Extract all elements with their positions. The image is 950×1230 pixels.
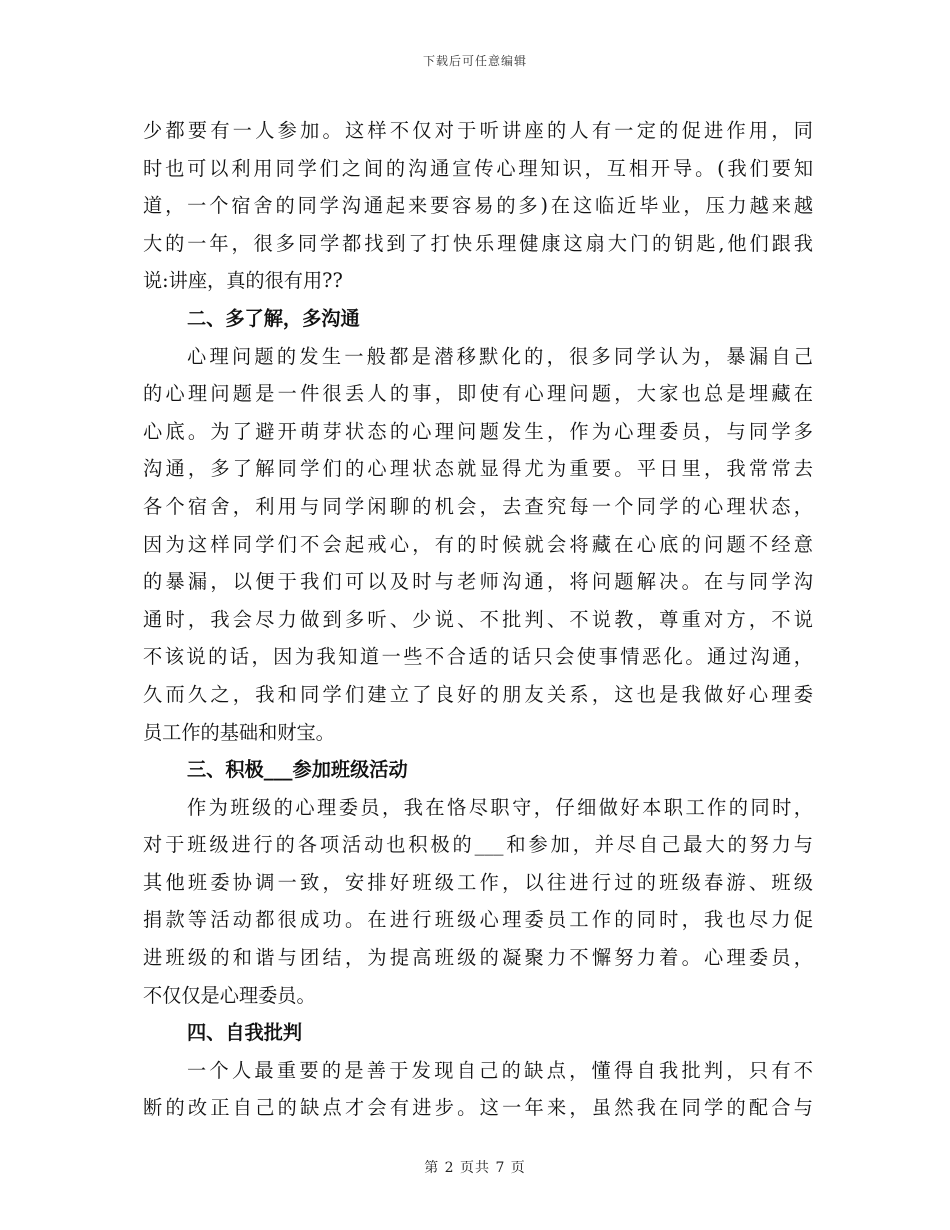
paragraph-line: 进班级的和谐与团结，为提高班级的凝聚力不懈努力着。心理委员，: [143, 946, 813, 970]
paragraph-line: 因为这样同学们不会起戒心，有的时候就会将藏在心底的问题不经意: [143, 532, 813, 556]
page-header: 下载后可任意编辑: [422, 54, 527, 68]
section-heading: 三、积极___参加班级活动: [187, 758, 408, 782]
document-body: [143, 112, 813, 1127]
paragraph-line: 心理问题的发生一般都是潜移默化的，很多同学认为，暴漏自己: [187, 344, 813, 368]
paragraph-line: 各个宿舍，利用与同学闲聊的机会，去查究每一个同学的心理状态，: [143, 494, 813, 518]
paragraph-line: 道，一个宿舍的同学沟通起来要容易的多)在这临近毕业，压力越来越: [143, 194, 813, 218]
paragraph-line: 心底。为了避开萌芽状态的心理问题发生，作为心理委员，与同学多: [143, 419, 813, 443]
section-heading: 二、多了解，多沟通: [187, 306, 360, 330]
paragraph-line: 久而久之，我和同学们建立了良好的朋友关系，这也是我做好心理委: [143, 682, 813, 706]
page-footer: 第 2 页共 7 页: [424, 1160, 526, 1176]
paragraph-line: 一个人最重要的是善于发现自己的缺点，懂得自我批判，只有不: [187, 1058, 813, 1082]
paragraph-line: 少都要有一人参加。这样不仅对于听讲座的人有一定的促进作用，同: [143, 119, 813, 142]
paragraph-line: 不仅仅是心理委员。: [143, 983, 316, 1007]
paragraph-line: 员工作的基础和财宝。: [143, 720, 335, 744]
paragraph-line: 沟通，多了解同学们的心理状态就显得尤为重要。平日里，我常常去: [143, 457, 813, 481]
section-heading: 四、自我批判: [187, 1021, 303, 1045]
paragraph-line: 断的改正自己的缺点才会有进步。这一年来，虽然我在同学的配合与: [143, 1096, 813, 1120]
paragraph-line: 作为班级的心理委员，我在恪尽职守，仔细做好本职工作的同时，: [187, 795, 813, 819]
paragraph-line: 大的一年，很多同学都找到了打快乐理健康这扇大门的钥匙,他们跟我: [143, 231, 813, 255]
paragraph-line: 捐款等活动都很成功。在进行班级心理委员工作的同时，我也尽力促: [143, 908, 813, 932]
paragraph-line: 通时，我会尽力做到多听、少说、不批判、不说教，尊重对方，不说: [143, 607, 813, 631]
paragraph-line: 的心理问题是一件很丢人的事，即使有心理问题，大家也总是埋藏在: [143, 382, 813, 406]
paragraph-line: 对于班级进行的各项活动也积极的___和参加，并尽自己最大的努力与: [143, 833, 813, 857]
paragraph-line: 时也可以利用同学们之间的沟通宣传心理知识，互相开导。(我们要知: [143, 156, 813, 180]
paragraph-line: 说:讲座，真的很有用??: [143, 269, 343, 293]
paragraph-line: 的暴漏，以便于我们可以及时与老师沟通，将问题解决。在与同学沟: [143, 570, 813, 594]
paragraph-line: 不该说的话，因为我知道一些不合适的话只会使事情恶化。通过沟通，: [143, 645, 813, 669]
paragraph-line: 其他班委协调一致，安排好班级工作，以往进行过的班级春游、班级: [143, 870, 813, 894]
